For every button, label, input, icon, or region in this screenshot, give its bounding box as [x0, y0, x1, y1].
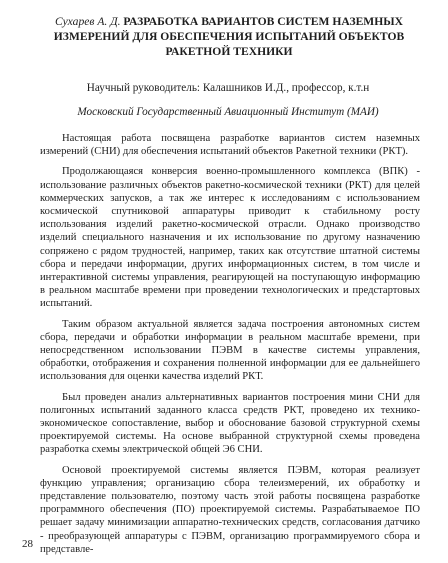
article-header: [40, 14, 418, 59]
institute-line: Московский Государственный Авиационный Институт (МАИ): [77, 106, 379, 118]
paragraph-3: Таким образом актуальной является задача построения автономных систем сбора, передачи и обработки информации в реальном масштабе времени, при непосредственном использовании ПЭВМ в качестве системы управления, обработки, отображения и сохранения полненной информации для ее дальнейшего использования для оценки качества изделий РКТ.: [40, 318, 420, 383]
paragraph-5: Основой проектируемой системы является ПЭВМ, которая реализует функцию управления; организацию сбора телеизмерений, их обработку и представление пользователю, поэтому часть этой работы посвящена разработке программного обеспечения (ПО) проектируемой системы. Разрабатываемое ПО решает задачу минимизации аппаратно-технических средств, согласования датчико - преобразующей аппаратуры с ПЭВМ, организацию программируемого сбора и представле-: [40, 464, 420, 555]
title-part-1: РАЗРАБОТКА ВАРИАНТОВ СИСТЕМ НАЗЕМНЫХ: [123, 15, 404, 28]
author-name: Сухарев А. Д.: [54, 15, 121, 28]
title-line-3: РАКЕТНОЙ ТЕХНИКИ: [165, 45, 293, 58]
title-line-1: [40, 14, 418, 29]
advisor-line: Научный руководитель: Калашников И.Д., профессор, к.т.н: [86, 82, 370, 94]
paragraph-4: Был проведен анализ альтернативных вариантов построения мини СНИ для полигонных испытаний заданного класса средств РКТ, проведено их технико-экономическое сопоставление, выбор и обоснование базовой структурной схемы проектируемой системы. На основе выбранной структурной схемы проведена разработка схемы электрической общей Э6 СНИ.: [40, 391, 420, 456]
paragraph-1: Настоящая работа посвящена разработке вариантов систем наземных измерений (СНИ) для обеспечения испытаний объектов Ракетной техники (РКТ).: [40, 133, 420, 158]
paragraph-2: Продолжающаяся конверсия военно-промышленного комплекса (ВПК) - использование различных объектов ракетно-космической техники (РКТ) для целей коммерческих запусков, а так же интерес к исследованиям с использованием космической спутниковой аппаратуры приводит к стабильному росту использования изделий ракетно-космической отрасли. Однако производство изделий специального назначения и их использование по другому назначению сопряжено с рядом трудностей, например, таких как отсутствие штатной системы сбора и передачи информации, других информационных систем, в том числе и интерактивной системы управления, реагирующей на поступающую информацию в реальном масштабе времени при проведении технологических и предстартовых испытаний.: [40, 166, 420, 310]
title-line-2: ИЗМЕРЕНИЙ ДЛЯ ОБЕСПЕЧЕНИЯ ИСПЫТАНИЙ ОБЪЕКТОВ: [53, 30, 405, 43]
article-body: [40, 132, 420, 563]
page-number: 28: [22, 538, 33, 550]
